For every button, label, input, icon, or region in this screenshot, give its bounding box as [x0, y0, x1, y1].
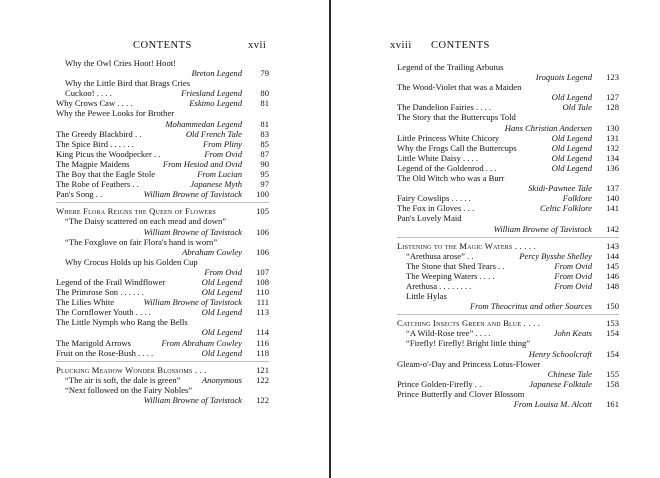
entry-page-number: 143 — [606, 240, 619, 251]
contents-row — [56, 119, 269, 129]
entry-page-number: 154 — [606, 328, 619, 339]
entry-source: From Ovid — [204, 148, 242, 159]
entry-title: “The air is soft, the dale is green” — [65, 374, 181, 385]
entry-source: Henry Schoolcraft — [528, 348, 592, 359]
entry-title: “Next followed on the Fairy Nobles” — [65, 384, 193, 395]
contents-row — [56, 287, 269, 297]
entry-source: From Louisa M. Alcott — [513, 399, 592, 409]
entry-source: William Browne of Tavistock — [143, 395, 242, 405]
entry-page-number: 81 — [260, 118, 269, 129]
entry-source: John Keats — [553, 328, 592, 339]
contents-row — [397, 281, 619, 291]
entry-title: The Robe of Feathers . . — [56, 179, 139, 190]
entry-source: Old French Tale — [185, 128, 242, 139]
entry-page-number: 134 — [606, 152, 619, 163]
entry-title: Fruit on the Rose-Bush . . . . — [56, 347, 154, 358]
entry-source: Mohammedan Legend — [165, 118, 242, 129]
entry-title: Plucking Meadow Wonder Blossoms . . . — [56, 364, 207, 375]
entry-page-number: 85 — [260, 138, 269, 149]
left-contents-list — [56, 58, 269, 405]
entry-page-number: 105 — [256, 206, 269, 217]
contents-row — [397, 291, 619, 301]
contents-row — [397, 92, 619, 102]
entry-page-number: 127 — [606, 92, 619, 103]
contents-row — [56, 237, 269, 247]
contents-row — [56, 297, 269, 307]
entry-title: The Old Witch who was a Burr — [397, 173, 505, 184]
entry-title: Why the Pewee Looks for Brother — [56, 108, 175, 119]
section-divider — [397, 237, 619, 238]
entry-title: Where Flora Reigns the Queen of Flowers — [56, 206, 216, 217]
entry-source: Old Legend — [551, 132, 592, 143]
entry-page-number: 146 — [606, 270, 619, 281]
entry-title: Legend of the Frail Windflower — [56, 276, 166, 287]
contents-row — [56, 375, 269, 385]
contents-row — [397, 328, 619, 338]
entry-source: William Browne of Tavistock — [143, 297, 242, 308]
contents-row — [397, 261, 619, 271]
entry-source: From Ovid — [204, 266, 242, 277]
entry-title: Why the Little Bird that Brags Cries — [65, 78, 191, 89]
contents-row — [397, 143, 619, 153]
contents-row — [56, 78, 269, 88]
contents-row — [56, 385, 269, 395]
right-page-heading: CONTENTS — [431, 40, 490, 51]
contents-row — [397, 153, 619, 163]
entry-title: Why the Frogs Call the Buttercups — [397, 142, 517, 153]
entry-source: From Hesiod and Ovid — [162, 158, 242, 169]
entry-source: William Browne of Tavistock — [143, 189, 242, 200]
entry-title: Listening to the Magic Waters . . . . . — [397, 240, 536, 251]
contents-row — [56, 88, 269, 98]
entry-page-number: 106 — [256, 246, 269, 257]
contents-section-row — [397, 318, 619, 328]
contents-row — [397, 213, 619, 223]
entry-page-number: 97 — [260, 179, 269, 190]
contents-row — [56, 338, 269, 348]
entry-source: Iroquois Legend — [535, 72, 592, 83]
contents-row — [397, 301, 619, 311]
entry-source: Hans Christian Andersen — [504, 122, 592, 133]
contents-section-row — [397, 241, 619, 251]
entry-page-number: 154 — [606, 348, 619, 359]
contents-row — [56, 179, 269, 189]
entry-page-number: 111 — [256, 297, 269, 308]
contents-row — [397, 251, 619, 261]
entry-page-number: 155 — [606, 368, 619, 379]
contents-row — [56, 98, 269, 108]
entry-page-number: 123 — [606, 72, 619, 83]
entry-source: From Lucian — [197, 169, 242, 180]
entry-title: Catching Insects Green and Blue . . . . — [397, 318, 541, 329]
entry-title: Legend of the Goldenrod . . . — [397, 162, 497, 173]
entry-page-number: 90 — [260, 158, 269, 169]
entry-source: Old Legend — [551, 92, 592, 103]
entry-title: Fairy Cowslips . . . . . — [397, 193, 471, 204]
entry-title: The Lilies White — [56, 297, 115, 308]
contents-row — [56, 247, 269, 257]
entry-title: “The Foxglove on fair Flora's hand is worn” — [65, 236, 218, 247]
contents-row — [397, 163, 619, 173]
entry-title: The Greedy Blackbird . . — [56, 128, 142, 139]
section-divider — [56, 361, 269, 362]
entry-title: Gleam-o'-Day and Princess Lotus-Flower — [397, 358, 541, 369]
right-page-number: xviii — [390, 40, 412, 51]
entry-page-number: 144 — [606, 250, 619, 261]
entry-page-number: 158 — [606, 378, 619, 389]
entry-title: Prince Butterfly and Clover Blossom — [397, 388, 525, 399]
entry-source: Celtic Folklore — [540, 203, 592, 214]
left-page — [0, 0, 329, 478]
entry-source: Breton Legend — [191, 68, 242, 79]
entry-page-number: 132 — [606, 142, 619, 153]
entry-title: Arethusa . . . . . . . . — [406, 280, 472, 291]
entry-source: From Pliny — [202, 138, 242, 149]
contents-row — [397, 183, 619, 193]
entry-page-number: 113 — [256, 307, 269, 318]
entry-title: The Little Nymph who Rang the Bells — [56, 317, 188, 328]
entry-page-number: 140 — [606, 193, 619, 204]
entry-source: Old Legend — [201, 307, 242, 318]
entry-title: Pan's Lovely Maid — [397, 213, 462, 224]
entry-title: The Dandelion Fairies . . . . — [397, 102, 492, 113]
contents-row — [397, 369, 619, 379]
contents-row — [397, 102, 619, 112]
contents-row — [56, 159, 269, 169]
entry-source: Friesland Legend — [181, 88, 242, 99]
entry-page-number: 131 — [606, 132, 619, 143]
contents-row — [56, 108, 269, 118]
contents-row — [56, 227, 269, 237]
contents-row — [56, 327, 269, 337]
entry-page-number: 137 — [606, 183, 619, 194]
contents-row — [56, 169, 269, 179]
entry-source: Percy Bysshe Shelley — [519, 250, 592, 261]
entry-page-number: 153 — [606, 318, 619, 329]
entry-page-number: 161 — [606, 399, 619, 409]
entry-source: William Browne of Tavistock — [493, 223, 592, 234]
contents-row — [397, 123, 619, 133]
entry-page-number: 150 — [606, 301, 619, 312]
contents-row — [397, 224, 619, 234]
entry-title: “Arethusa arose” . . — [406, 250, 474, 261]
right-contents-list — [397, 62, 619, 409]
contents-row — [56, 216, 269, 226]
left-page-heading: CONTENTS — [133, 40, 192, 51]
entry-title: The Magpie Maidens — [56, 158, 130, 169]
entry-title: Pan's Song . . — [56, 189, 103, 200]
entry-title: “Firefly! Firefly! Bright little thing” — [406, 338, 531, 349]
entry-source: Old Legend — [201, 347, 242, 358]
entry-page-number: 108 — [256, 276, 269, 287]
entry-page-number: 114 — [256, 327, 269, 338]
entry-page-number: 130 — [606, 122, 619, 133]
contents-row — [56, 58, 269, 68]
contents-row — [56, 68, 269, 78]
entry-page-number: 122 — [256, 395, 269, 405]
entry-title: Why the Owl Cries Hoot! Hoot! — [65, 58, 176, 68]
contents-row — [56, 139, 269, 149]
entry-source: From Abraham Cowley — [161, 337, 242, 348]
contents-row — [397, 133, 619, 143]
entry-title: Why Crows Caw . . . . — [56, 98, 133, 109]
entry-page-number: 136 — [606, 162, 619, 173]
contents-row — [397, 271, 619, 281]
entry-source: Old Tale — [562, 102, 592, 113]
right-page — [331, 0, 660, 478]
entry-page-number: 142 — [606, 223, 619, 234]
entry-source: Eskimo Legend — [189, 98, 242, 109]
entry-source: Japanese Myth — [190, 179, 242, 190]
contents-row — [397, 82, 619, 92]
entry-title: Prince Golden-Firefly . . — [397, 378, 482, 389]
entry-page-number: 110 — [256, 287, 269, 298]
entry-title: The Cornflower Youth . . . . — [56, 307, 151, 318]
entry-source: Anonymous — [201, 374, 242, 385]
entry-page-number: 107 — [256, 266, 269, 277]
entry-source: Chinese Tale — [547, 368, 592, 379]
entry-page-number: 79 — [260, 68, 269, 79]
contents-row — [397, 359, 619, 369]
entry-title: Cuckoo! . . . . — [65, 88, 112, 99]
entry-title: Little White Daisy . . . . — [397, 152, 478, 163]
entry-title: The Wood-Violet that was a Maiden — [397, 82, 522, 93]
entry-page-number: 95 — [260, 169, 269, 180]
entry-page-number: 81 — [260, 98, 269, 109]
entry-page-number: 116 — [256, 337, 269, 348]
contents-row — [56, 129, 269, 139]
section-divider — [397, 314, 619, 315]
contents-section-row — [56, 206, 269, 216]
contents-row — [56, 317, 269, 327]
contents-row — [56, 149, 269, 159]
contents-row — [56, 257, 269, 267]
entry-page-number: 118 — [256, 347, 269, 358]
left-page-number: xvii — [248, 40, 267, 51]
entry-page-number: 83 — [260, 128, 269, 139]
contents-row — [397, 349, 619, 359]
entry-title: The Weeping Waters . . . . — [406, 270, 495, 281]
contents-row — [397, 72, 619, 82]
entry-title: King Picus the Woodpecker . . — [56, 148, 161, 159]
entry-title: The Primrose Son . . . . . . — [56, 287, 144, 298]
entry-title: Little Hylas — [406, 291, 447, 302]
entry-source: From Ovid — [554, 270, 592, 281]
entry-page-number: 141 — [606, 203, 619, 214]
entry-source: Skidi-Pawnee Tale — [528, 183, 592, 194]
entry-source: From Ovid — [554, 280, 592, 291]
entry-title: Little Princess White Chicory — [397, 132, 500, 143]
entry-page-number: 128 — [606, 102, 619, 113]
entry-source: Folklore — [562, 193, 592, 204]
entry-title: Why Crocus Holds up his Golden Cup — [65, 256, 198, 267]
entry-title: The Stone that Shed Tears . . — [406, 260, 505, 271]
contents-row — [397, 379, 619, 389]
contents-row — [397, 389, 619, 399]
contents-row — [56, 348, 269, 358]
contents-row — [397, 173, 619, 183]
entry-source: Old Legend — [201, 287, 242, 298]
entry-page-number: 106 — [256, 226, 269, 237]
entry-title: “A Wild-Rose tree” . . . . — [406, 328, 491, 339]
entry-source: Abraham Cowley — [182, 246, 242, 257]
contents-row — [56, 307, 269, 317]
entry-title: The Fox in Gloves . . . — [397, 203, 475, 214]
entry-source: Old Legend — [551, 152, 592, 163]
entry-source: Japanese Folktale — [529, 378, 592, 389]
entry-title: Legend of the Trailing Arbutus — [397, 62, 504, 72]
entry-title: The Spice Bird . . . . . . — [56, 138, 134, 149]
contents-row — [397, 62, 619, 72]
entry-title: The Story that the Buttercups Told — [397, 112, 516, 123]
contents-row — [397, 112, 619, 122]
entry-title: The Marigold Arrows — [56, 337, 131, 348]
contents-row — [56, 189, 269, 199]
entry-source: Old Legend — [551, 142, 592, 153]
contents-row — [397, 338, 619, 348]
contents-row — [397, 203, 619, 213]
contents-row — [56, 267, 269, 277]
entry-title: The Boy that the Eagle Stole — [56, 169, 156, 180]
entry-source: William Browne of Tavistock — [143, 226, 242, 237]
entry-source: From Ovid — [554, 260, 592, 271]
contents-row — [56, 277, 269, 287]
entry-source: Old Legend — [551, 162, 592, 173]
entry-source: Old Legend — [201, 276, 242, 287]
entry-source: Old Legend — [201, 327, 242, 338]
entry-page-number: 148 — [606, 280, 619, 291]
entry-page-number: 80 — [260, 88, 269, 99]
section-divider — [56, 202, 269, 203]
contents-section-row — [56, 365, 269, 375]
entry-page-number: 121 — [256, 364, 269, 375]
contents-row — [56, 395, 269, 405]
contents-row — [397, 193, 619, 203]
contents-row — [397, 399, 619, 409]
entry-title: “The Daisy scattered on each mead and down” — [65, 216, 227, 227]
entry-page-number: 145 — [606, 260, 619, 271]
entry-page-number: 122 — [256, 374, 269, 385]
entry-source: From Theocritus and other Sources — [469, 301, 592, 312]
entry-page-number: 100 — [256, 189, 269, 200]
entry-page-number: 87 — [260, 148, 269, 159]
